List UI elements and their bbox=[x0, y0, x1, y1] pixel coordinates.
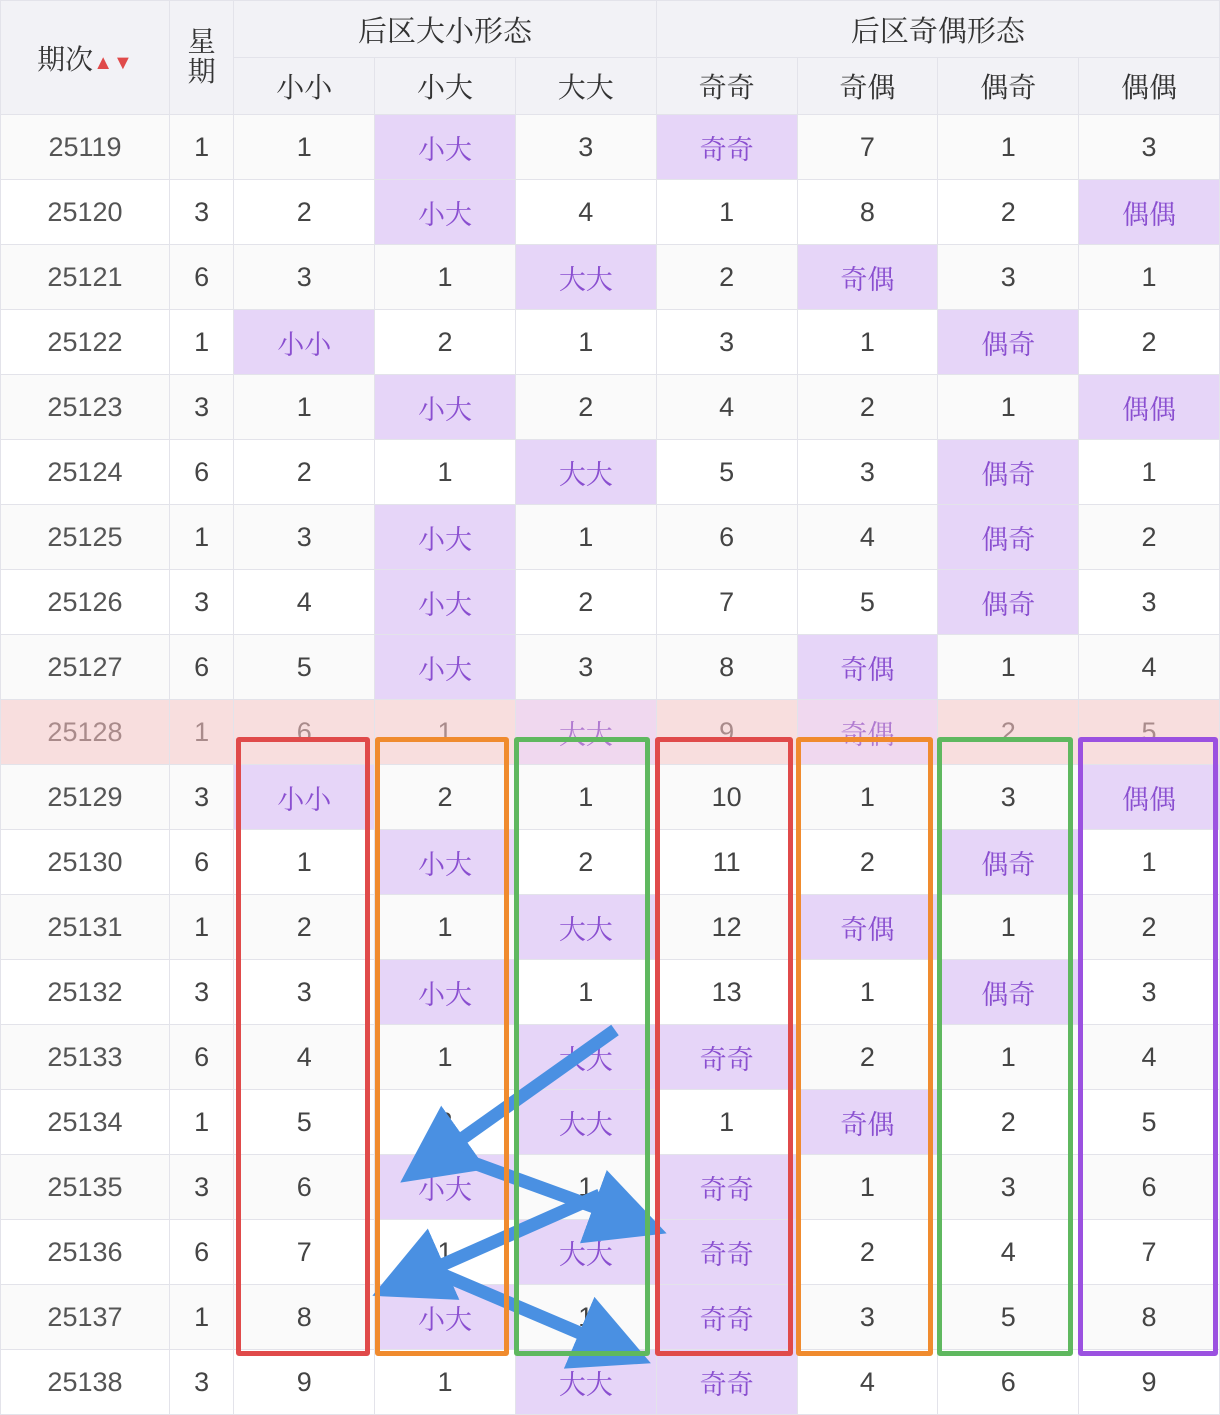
cell-value: 1 bbox=[234, 115, 375, 180]
cell-value: 8 bbox=[656, 635, 797, 700]
cell-value: 1 bbox=[515, 310, 656, 375]
cell-value: 1 bbox=[938, 635, 1079, 700]
cell-value: 奇偶 bbox=[797, 635, 938, 700]
table-row[interactable] bbox=[1, 765, 1220, 830]
cell-value: 小大 bbox=[375, 960, 516, 1025]
cell-week: 3 bbox=[169, 1350, 233, 1415]
cell-value: 小大 bbox=[375, 115, 516, 180]
cell-value: 1 bbox=[515, 1155, 656, 1220]
table-row[interactable] bbox=[1, 1350, 1220, 1415]
cell-value: 2 bbox=[797, 375, 938, 440]
cell-value: 9 bbox=[656, 700, 797, 765]
cell-week: 6 bbox=[169, 830, 233, 895]
cell-value: 7 bbox=[656, 570, 797, 635]
cell-value: 2 bbox=[234, 895, 375, 960]
table-row[interactable] bbox=[1, 1025, 1220, 1090]
cell-value: 4 bbox=[515, 180, 656, 245]
cell-value: 3 bbox=[1079, 115, 1220, 180]
cell-value: 5 bbox=[234, 635, 375, 700]
cell-value: 大大 bbox=[515, 1350, 656, 1415]
cell-value: 1 bbox=[797, 1155, 938, 1220]
table-row[interactable] bbox=[1, 1155, 1220, 1220]
cell-value: 1 bbox=[375, 245, 516, 310]
cell-value: 3 bbox=[797, 1285, 938, 1350]
cell-value: 1 bbox=[234, 830, 375, 895]
cell-issue: 25121 bbox=[1, 245, 170, 310]
cell-value: 4 bbox=[234, 1025, 375, 1090]
cell-value: 大大 bbox=[515, 1220, 656, 1285]
cell-value: 6 bbox=[234, 700, 375, 765]
cell-value: 3 bbox=[515, 115, 656, 180]
cell-value: 奇偶 bbox=[797, 895, 938, 960]
cell-value: 奇偶 bbox=[797, 700, 938, 765]
cell-week: 1 bbox=[169, 1090, 233, 1155]
cell-week: 1 bbox=[169, 895, 233, 960]
cell-value: 8 bbox=[234, 1285, 375, 1350]
cell-week: 1 bbox=[169, 1285, 233, 1350]
cell-issue: 25130 bbox=[1, 830, 170, 895]
cell-value: 小大 bbox=[375, 505, 516, 570]
table-row[interactable] bbox=[1, 700, 1220, 765]
cell-value: 4 bbox=[1079, 1025, 1220, 1090]
cell-value: 1 bbox=[656, 1090, 797, 1155]
cell-value: 2 bbox=[797, 1025, 938, 1090]
cell-value: 大大 bbox=[515, 1025, 656, 1090]
cell-value: 2 bbox=[797, 830, 938, 895]
cell-issue: 25137 bbox=[1, 1285, 170, 1350]
cell-issue: 25129 bbox=[1, 765, 170, 830]
group-header-parity: 后区奇偶形态 bbox=[656, 1, 1219, 58]
cell-value: 3 bbox=[938, 245, 1079, 310]
cell-value: 2 bbox=[938, 1090, 1079, 1155]
cell-value: 1 bbox=[375, 1220, 516, 1285]
cell-value: 2 bbox=[938, 700, 1079, 765]
cell-value: 偶奇 bbox=[938, 830, 1079, 895]
cell-value: 5 bbox=[656, 440, 797, 505]
cell-week: 3 bbox=[169, 960, 233, 1025]
cell-value: 5 bbox=[938, 1285, 1079, 1350]
cell-value: 奇奇 bbox=[656, 1025, 797, 1090]
cell-value: 偶奇 bbox=[938, 960, 1079, 1025]
cell-value: 大大 bbox=[515, 700, 656, 765]
cell-week: 6 bbox=[169, 440, 233, 505]
cell-value: 9 bbox=[1079, 1350, 1220, 1415]
cell-issue: 25124 bbox=[1, 440, 170, 505]
cell-value: 1 bbox=[797, 765, 938, 830]
cell-value: 1 bbox=[656, 180, 797, 245]
cell-value: 3 bbox=[234, 245, 375, 310]
cell-value: 2 bbox=[515, 570, 656, 635]
col-qiqi[interactable]: 奇奇 bbox=[656, 58, 797, 115]
cell-value: 7 bbox=[234, 1220, 375, 1285]
cell-value: 7 bbox=[797, 115, 938, 180]
cell-value: 小小 bbox=[234, 765, 375, 830]
cell-value: 1 bbox=[375, 895, 516, 960]
cell-issue: 25119 bbox=[1, 115, 170, 180]
cell-value: 大大 bbox=[515, 895, 656, 960]
cell-value: 3 bbox=[656, 310, 797, 375]
cell-week: 6 bbox=[169, 245, 233, 310]
col-xiaoxiao[interactable]: 小小 bbox=[234, 58, 375, 115]
cell-value: 5 bbox=[1079, 700, 1220, 765]
cell-value: 2 bbox=[797, 1220, 938, 1285]
cell-value: 奇奇 bbox=[656, 1350, 797, 1415]
cell-value: 奇奇 bbox=[656, 1220, 797, 1285]
cell-value: 5 bbox=[1079, 1090, 1220, 1155]
table-row[interactable] bbox=[1, 1220, 1220, 1285]
cell-value: 小大 bbox=[375, 635, 516, 700]
table-row[interactable] bbox=[1, 115, 1220, 180]
sort-desc-icon[interactable]: ▼ bbox=[112, 51, 133, 74]
cell-value: 小大 bbox=[375, 570, 516, 635]
cell-issue: 25127 bbox=[1, 635, 170, 700]
table-row[interactable] bbox=[1, 635, 1220, 700]
cell-value: 大大 bbox=[515, 440, 656, 505]
cell-value: 6 bbox=[234, 1155, 375, 1220]
cell-value: 1 bbox=[375, 1025, 516, 1090]
table-row[interactable] bbox=[1, 245, 1220, 310]
cell-value: 10 bbox=[656, 765, 797, 830]
cell-issue: 25128 bbox=[1, 700, 170, 765]
cell-value: 1 bbox=[375, 700, 516, 765]
cell-value: 2 bbox=[375, 310, 516, 375]
cell-value: 奇奇 bbox=[656, 115, 797, 180]
cell-value: 8 bbox=[1079, 1285, 1220, 1350]
cell-value: 偶奇 bbox=[938, 505, 1079, 570]
cell-value: 奇偶 bbox=[797, 1090, 938, 1155]
cell-value: 3 bbox=[938, 765, 1079, 830]
cell-value: 3 bbox=[234, 505, 375, 570]
cell-issue: 25120 bbox=[1, 180, 170, 245]
cell-value: 1 bbox=[938, 115, 1079, 180]
cell-issue: 25122 bbox=[1, 310, 170, 375]
cell-value: 1 bbox=[234, 375, 375, 440]
cell-value: 1 bbox=[515, 1285, 656, 1350]
col-ouou[interactable]: 偶偶 bbox=[1079, 58, 1220, 115]
table-row[interactable] bbox=[1, 1090, 1220, 1155]
col-xiaoda[interactable]: 小大 bbox=[375, 58, 516, 115]
cell-value: 3 bbox=[234, 960, 375, 1025]
cell-week: 6 bbox=[169, 635, 233, 700]
cell-value: 小大 bbox=[375, 1285, 516, 1350]
cell-value: 奇奇 bbox=[656, 1155, 797, 1220]
cell-value: 6 bbox=[938, 1350, 1079, 1415]
cell-value: 1 bbox=[938, 1025, 1079, 1090]
cell-value: 7 bbox=[1079, 1220, 1220, 1285]
cell-value: 2 bbox=[515, 830, 656, 895]
cell-value: 1 bbox=[938, 375, 1079, 440]
cell-value: 1 bbox=[375, 1350, 516, 1415]
cell-value: 1 bbox=[1079, 440, 1220, 505]
cell-issue: 25132 bbox=[1, 960, 170, 1025]
cell-value: 1 bbox=[375, 440, 516, 505]
cell-value: 5 bbox=[797, 570, 938, 635]
cell-value: 4 bbox=[656, 375, 797, 440]
group-header-size: 后区大小形态 bbox=[234, 1, 656, 58]
cell-week: 6 bbox=[169, 1025, 233, 1090]
cell-value: 小大 bbox=[375, 1155, 516, 1220]
cell-value: 6 bbox=[1079, 1155, 1220, 1220]
cell-value: 1 bbox=[938, 895, 1079, 960]
cell-week: 3 bbox=[169, 765, 233, 830]
cell-value: 偶偶 bbox=[1079, 765, 1220, 830]
cell-value: 偶偶 bbox=[1079, 180, 1220, 245]
cell-value: 11 bbox=[656, 830, 797, 895]
cell-issue: 25133 bbox=[1, 1025, 170, 1090]
cell-week: 3 bbox=[169, 1155, 233, 1220]
cell-value: 奇奇 bbox=[656, 1285, 797, 1350]
cell-value: 2 bbox=[515, 375, 656, 440]
cell-value: 1 bbox=[797, 310, 938, 375]
cell-value: 1 bbox=[515, 960, 656, 1025]
cell-value: 小大 bbox=[375, 375, 516, 440]
table-row[interactable] bbox=[1, 570, 1220, 635]
cell-value: 1 bbox=[1079, 830, 1220, 895]
cell-issue: 25131 bbox=[1, 895, 170, 960]
table-row[interactable] bbox=[1, 960, 1220, 1025]
cell-value: 奇偶 bbox=[797, 245, 938, 310]
cell-value: 4 bbox=[1079, 635, 1220, 700]
table-row[interactable] bbox=[1, 1285, 1220, 1350]
cell-value: 2 bbox=[234, 180, 375, 245]
table-body bbox=[1, 115, 1220, 1415]
cell-value: 偶奇 bbox=[938, 310, 1079, 375]
cell-value: 6 bbox=[656, 505, 797, 570]
cell-week: 3 bbox=[169, 570, 233, 635]
col-qiou[interactable]: 奇偶 bbox=[797, 58, 938, 115]
cell-value: 3 bbox=[938, 1155, 1079, 1220]
table-row[interactable] bbox=[1, 310, 1220, 375]
cell-value: 2 bbox=[656, 245, 797, 310]
col-issue[interactable] bbox=[1, 1, 170, 115]
table-row[interactable] bbox=[1, 440, 1220, 505]
cell-value: 4 bbox=[938, 1220, 1079, 1285]
cell-issue: 25134 bbox=[1, 1090, 170, 1155]
cell-week: 6 bbox=[169, 1220, 233, 1285]
cell-value: 小大 bbox=[375, 830, 516, 895]
table-row[interactable] bbox=[1, 180, 1220, 245]
cell-value: 3 bbox=[1079, 960, 1220, 1025]
cell-week: 1 bbox=[169, 505, 233, 570]
cell-value: 小大 bbox=[375, 180, 516, 245]
cell-value: 2 bbox=[375, 765, 516, 830]
table-head bbox=[1, 1, 1220, 115]
cell-week: 1 bbox=[169, 310, 233, 375]
cell-issue: 25125 bbox=[1, 505, 170, 570]
cell-value: 偶奇 bbox=[938, 440, 1079, 505]
cell-value: 大大 bbox=[515, 245, 656, 310]
col-ouqi[interactable]: 偶奇 bbox=[938, 58, 1079, 115]
cell-value: 大大 bbox=[515, 1090, 656, 1155]
cell-value: 小小 bbox=[234, 310, 375, 375]
cell-value: 9 bbox=[234, 1350, 375, 1415]
cell-value: 偶奇 bbox=[938, 570, 1079, 635]
table-row[interactable] bbox=[1, 375, 1220, 440]
cell-issue: 25126 bbox=[1, 570, 170, 635]
table-row[interactable] bbox=[1, 505, 1220, 570]
col-issue-label: 期次 bbox=[37, 43, 94, 75]
col-week[interactable]: 星 期 bbox=[169, 1, 233, 115]
cell-value: 1 bbox=[515, 505, 656, 570]
col-dada[interactable]: 大大 bbox=[515, 58, 656, 115]
cell-value: 12 bbox=[656, 895, 797, 960]
cell-value: 2 bbox=[1079, 895, 1220, 960]
cell-value: 5 bbox=[234, 1090, 375, 1155]
cell-value: 2 bbox=[375, 1090, 516, 1155]
cell-week: 3 bbox=[169, 375, 233, 440]
cell-issue: 25138 bbox=[1, 1350, 170, 1415]
cell-value: 2 bbox=[1079, 505, 1220, 570]
cell-week: 3 bbox=[169, 180, 233, 245]
cell-value: 4 bbox=[234, 570, 375, 635]
cell-value: 3 bbox=[515, 635, 656, 700]
cell-value: 2 bbox=[938, 180, 1079, 245]
cell-value: 4 bbox=[797, 1350, 938, 1415]
cell-value: 偶偶 bbox=[1079, 375, 1220, 440]
cell-value: 1 bbox=[515, 765, 656, 830]
cell-issue: 25123 bbox=[1, 375, 170, 440]
cell-value: 13 bbox=[656, 960, 797, 1025]
cell-value: 1 bbox=[797, 960, 938, 1025]
cell-value: 2 bbox=[234, 440, 375, 505]
cell-value: 2 bbox=[1079, 310, 1220, 375]
cell-value: 3 bbox=[797, 440, 938, 505]
cell-value: 1 bbox=[1079, 245, 1220, 310]
table-row[interactable] bbox=[1, 830, 1220, 895]
cell-value: 8 bbox=[797, 180, 938, 245]
cell-issue: 25135 bbox=[1, 1155, 170, 1220]
cell-value: 4 bbox=[797, 505, 938, 570]
cell-value: 3 bbox=[1079, 570, 1220, 635]
sort-asc-icon[interactable]: ▲ bbox=[93, 51, 113, 74]
cell-week: 1 bbox=[169, 115, 233, 180]
cell-issue: 25136 bbox=[1, 1220, 170, 1285]
table-row[interactable] bbox=[1, 895, 1220, 960]
cell-week: 1 bbox=[169, 700, 233, 765]
